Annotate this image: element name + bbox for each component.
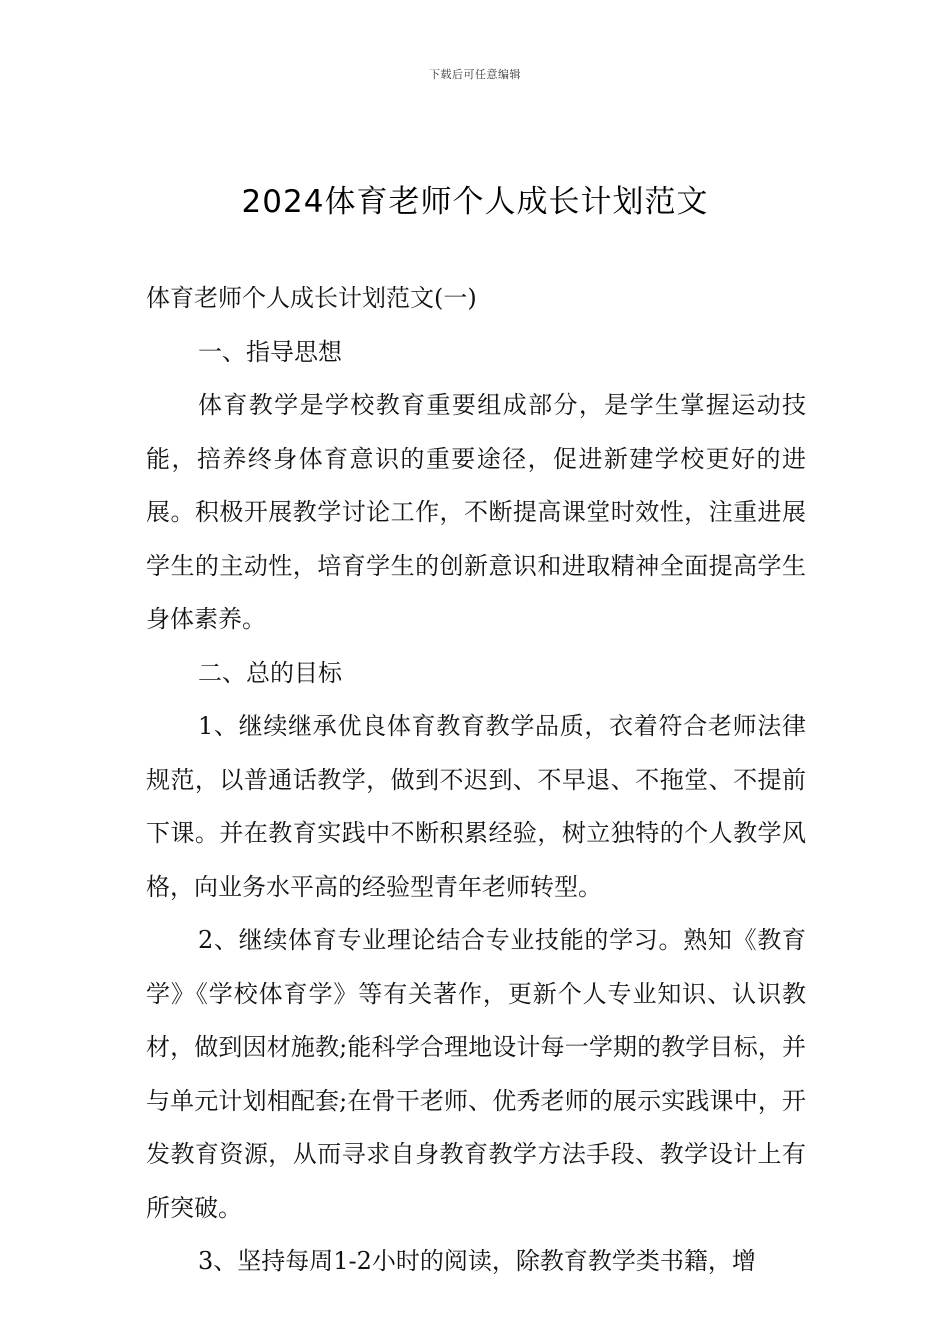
- heading-overall-goals: 二、总的目标: [198, 658, 342, 687]
- document-body: [146, 272, 806, 1289]
- paragraph-guiding-ideology: 体育教学是学校教育重要组成部分，是学生掌握运动技能，掊养终身体育意识的重要途径，促进新建学校更好的进展。积极开展教学讨论工作，不断提高课堂时效性，注重进展学生的主动性，培育学生的创新意识和进取精神全面提高学生身体素养。: [146, 391, 806, 633]
- paragraph-goal-3: 3、坚持每周1-2小时的阅读，除教育教学类书籍，增: [198, 1247, 756, 1275]
- paragraph-goal-1: 1、继续继承优良体育教育教学品质，衣着符合老师法律规范，以普通话教学，做到不迟到、不早退、不拖堂、不提前下课。并在教育实践中不断积累经验，树立独特的个人教学风格，向业务水平高的经验型青年老师转型。: [146, 712, 806, 901]
- heading-guiding-ideology: 一、指导思想: [198, 337, 342, 366]
- document-title: 2024体育老师个人成长计划范文: [241, 184, 709, 220]
- page-watermark: 下载后可任意编辑: [429, 68, 521, 81]
- section-heading: 体育老师个人成长计划范文(一): [146, 284, 477, 312]
- paragraph-goal-2: 2、继续体育专业理论结合专业技能的学习。熟知《教育学》《学校体育学》等有关著作，更新个人专业知识、认识教材，做到因材施教;能科学合理地设计每一学期的教学目标，并与单元计划相配套;在骨干老师、优秀老师的展示实践课中，开发教育资源，从而寻求自身教育教学方法手段、教学设计上有所突破。: [146, 926, 806, 1222]
